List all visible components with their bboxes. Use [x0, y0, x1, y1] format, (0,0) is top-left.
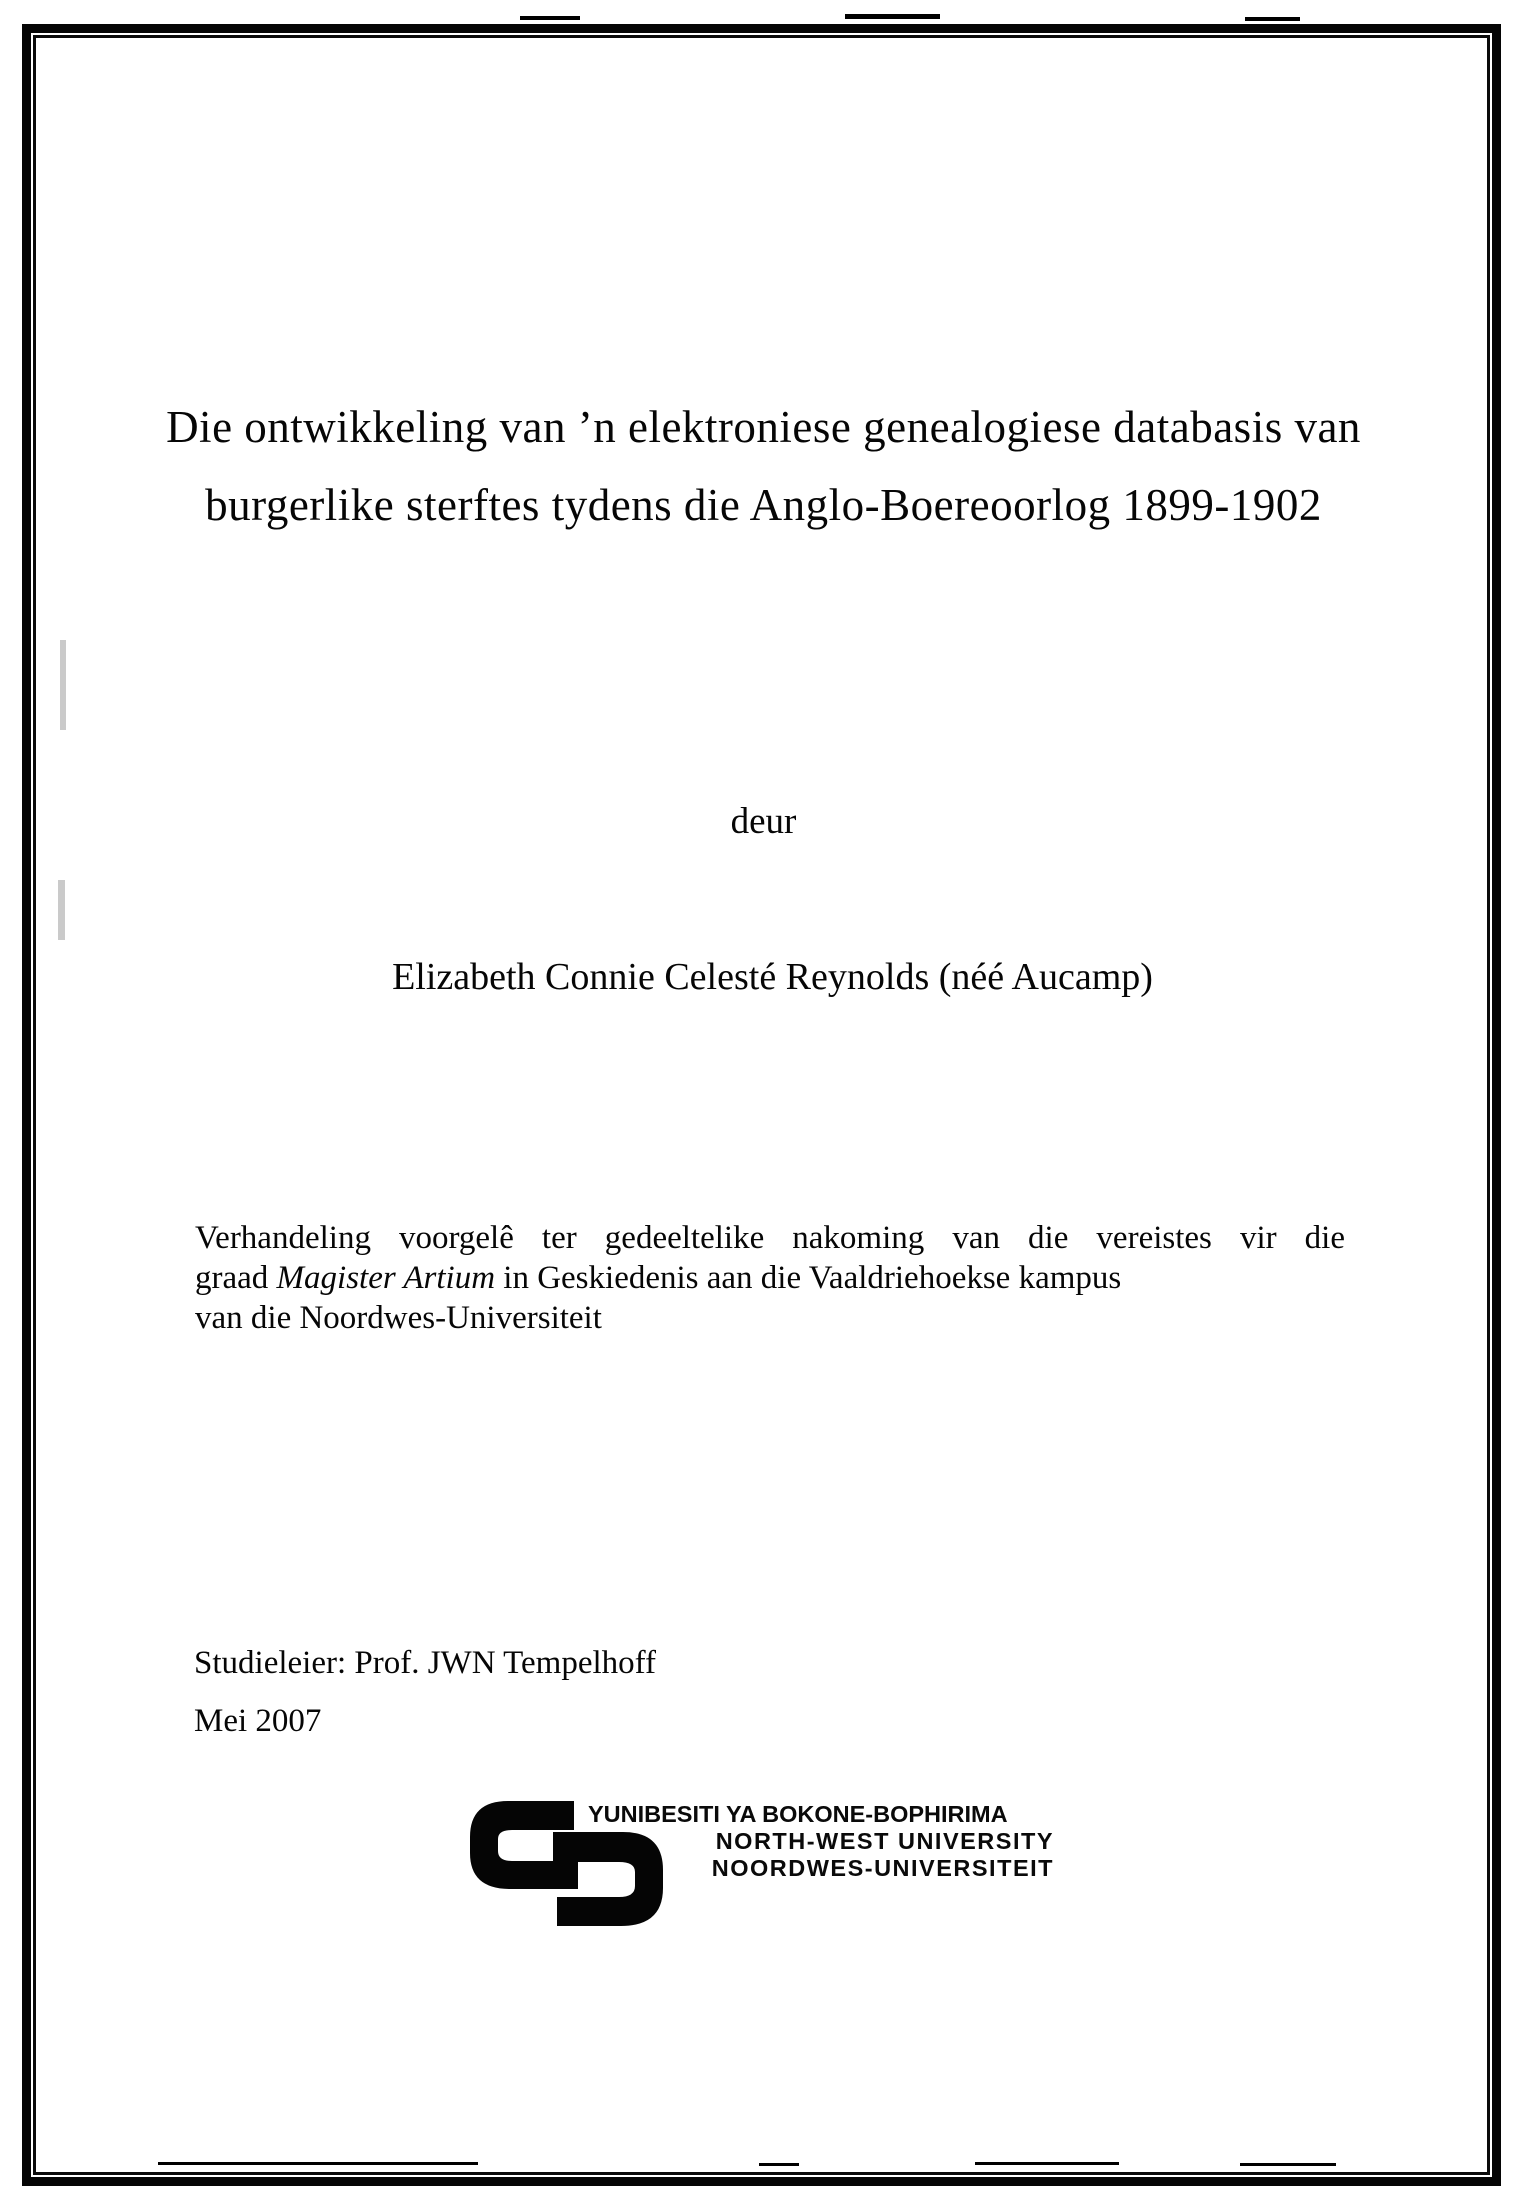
supervisor-line: Studieleier: Prof. JWN Tempelhoff [194, 1645, 657, 1681]
logo-line-english: NORTH-WEST UNIVERSITY [715, 1828, 1054, 1854]
scan-artifact [845, 14, 940, 19]
degree-statement-line2 [195, 1258, 1345, 1298]
scan-artifact [1245, 17, 1300, 21]
author-name: Elizabeth Connie Celesté Reynolds (néé Aucamp) [392, 956, 1153, 998]
degree-statement-line2-suffix: in Geskiedenis aan die Vaaldriehoekse kampus [495, 1260, 1122, 1296]
degree-statement-line1: Verhandeling voorgelê ter gedeeltelike nakoming van die vereistes vir die [195, 1220, 1345, 1256]
logo-line-afrikaans: NOORDWES-UNIVERSITEIT [711, 1855, 1054, 1881]
scan-smudge [60, 640, 66, 730]
degree-statement-line3: van die Noordwes-Universiteit [195, 1300, 602, 1336]
scan-artifact [759, 2163, 799, 2166]
byline-label: deur [730, 801, 797, 842]
logo-line-setswana: YUNIBESITI YA BOKONE-BOPHIRIMA [588, 1801, 1008, 1827]
scan-artifact [520, 16, 580, 20]
scan-smudge [58, 880, 65, 940]
thesis-title-line2: burgerlike sterftes tydens die Anglo-Boereoorlog 1899-1902 [205, 480, 1322, 530]
degree-statement-line2-prefix: graad [195, 1260, 277, 1296]
thesis-title [92, 388, 1435, 544]
degree-statement [195, 1218, 1345, 1338]
scan-artifact [975, 2162, 1119, 2165]
degree-name-italic: Magister Artium [276, 1260, 496, 1296]
date-line: Mei 2007 [194, 1703, 322, 1739]
scan-artifact [158, 2162, 478, 2165]
supervisor-block [194, 1634, 656, 1750]
logo-wordmark [588, 1801, 1054, 1882]
thesis-title-line1: Die ontwikkeling van ’n elektroniese genealogiese databasis van [166, 402, 1361, 452]
scan-artifact [1240, 2163, 1336, 2166]
